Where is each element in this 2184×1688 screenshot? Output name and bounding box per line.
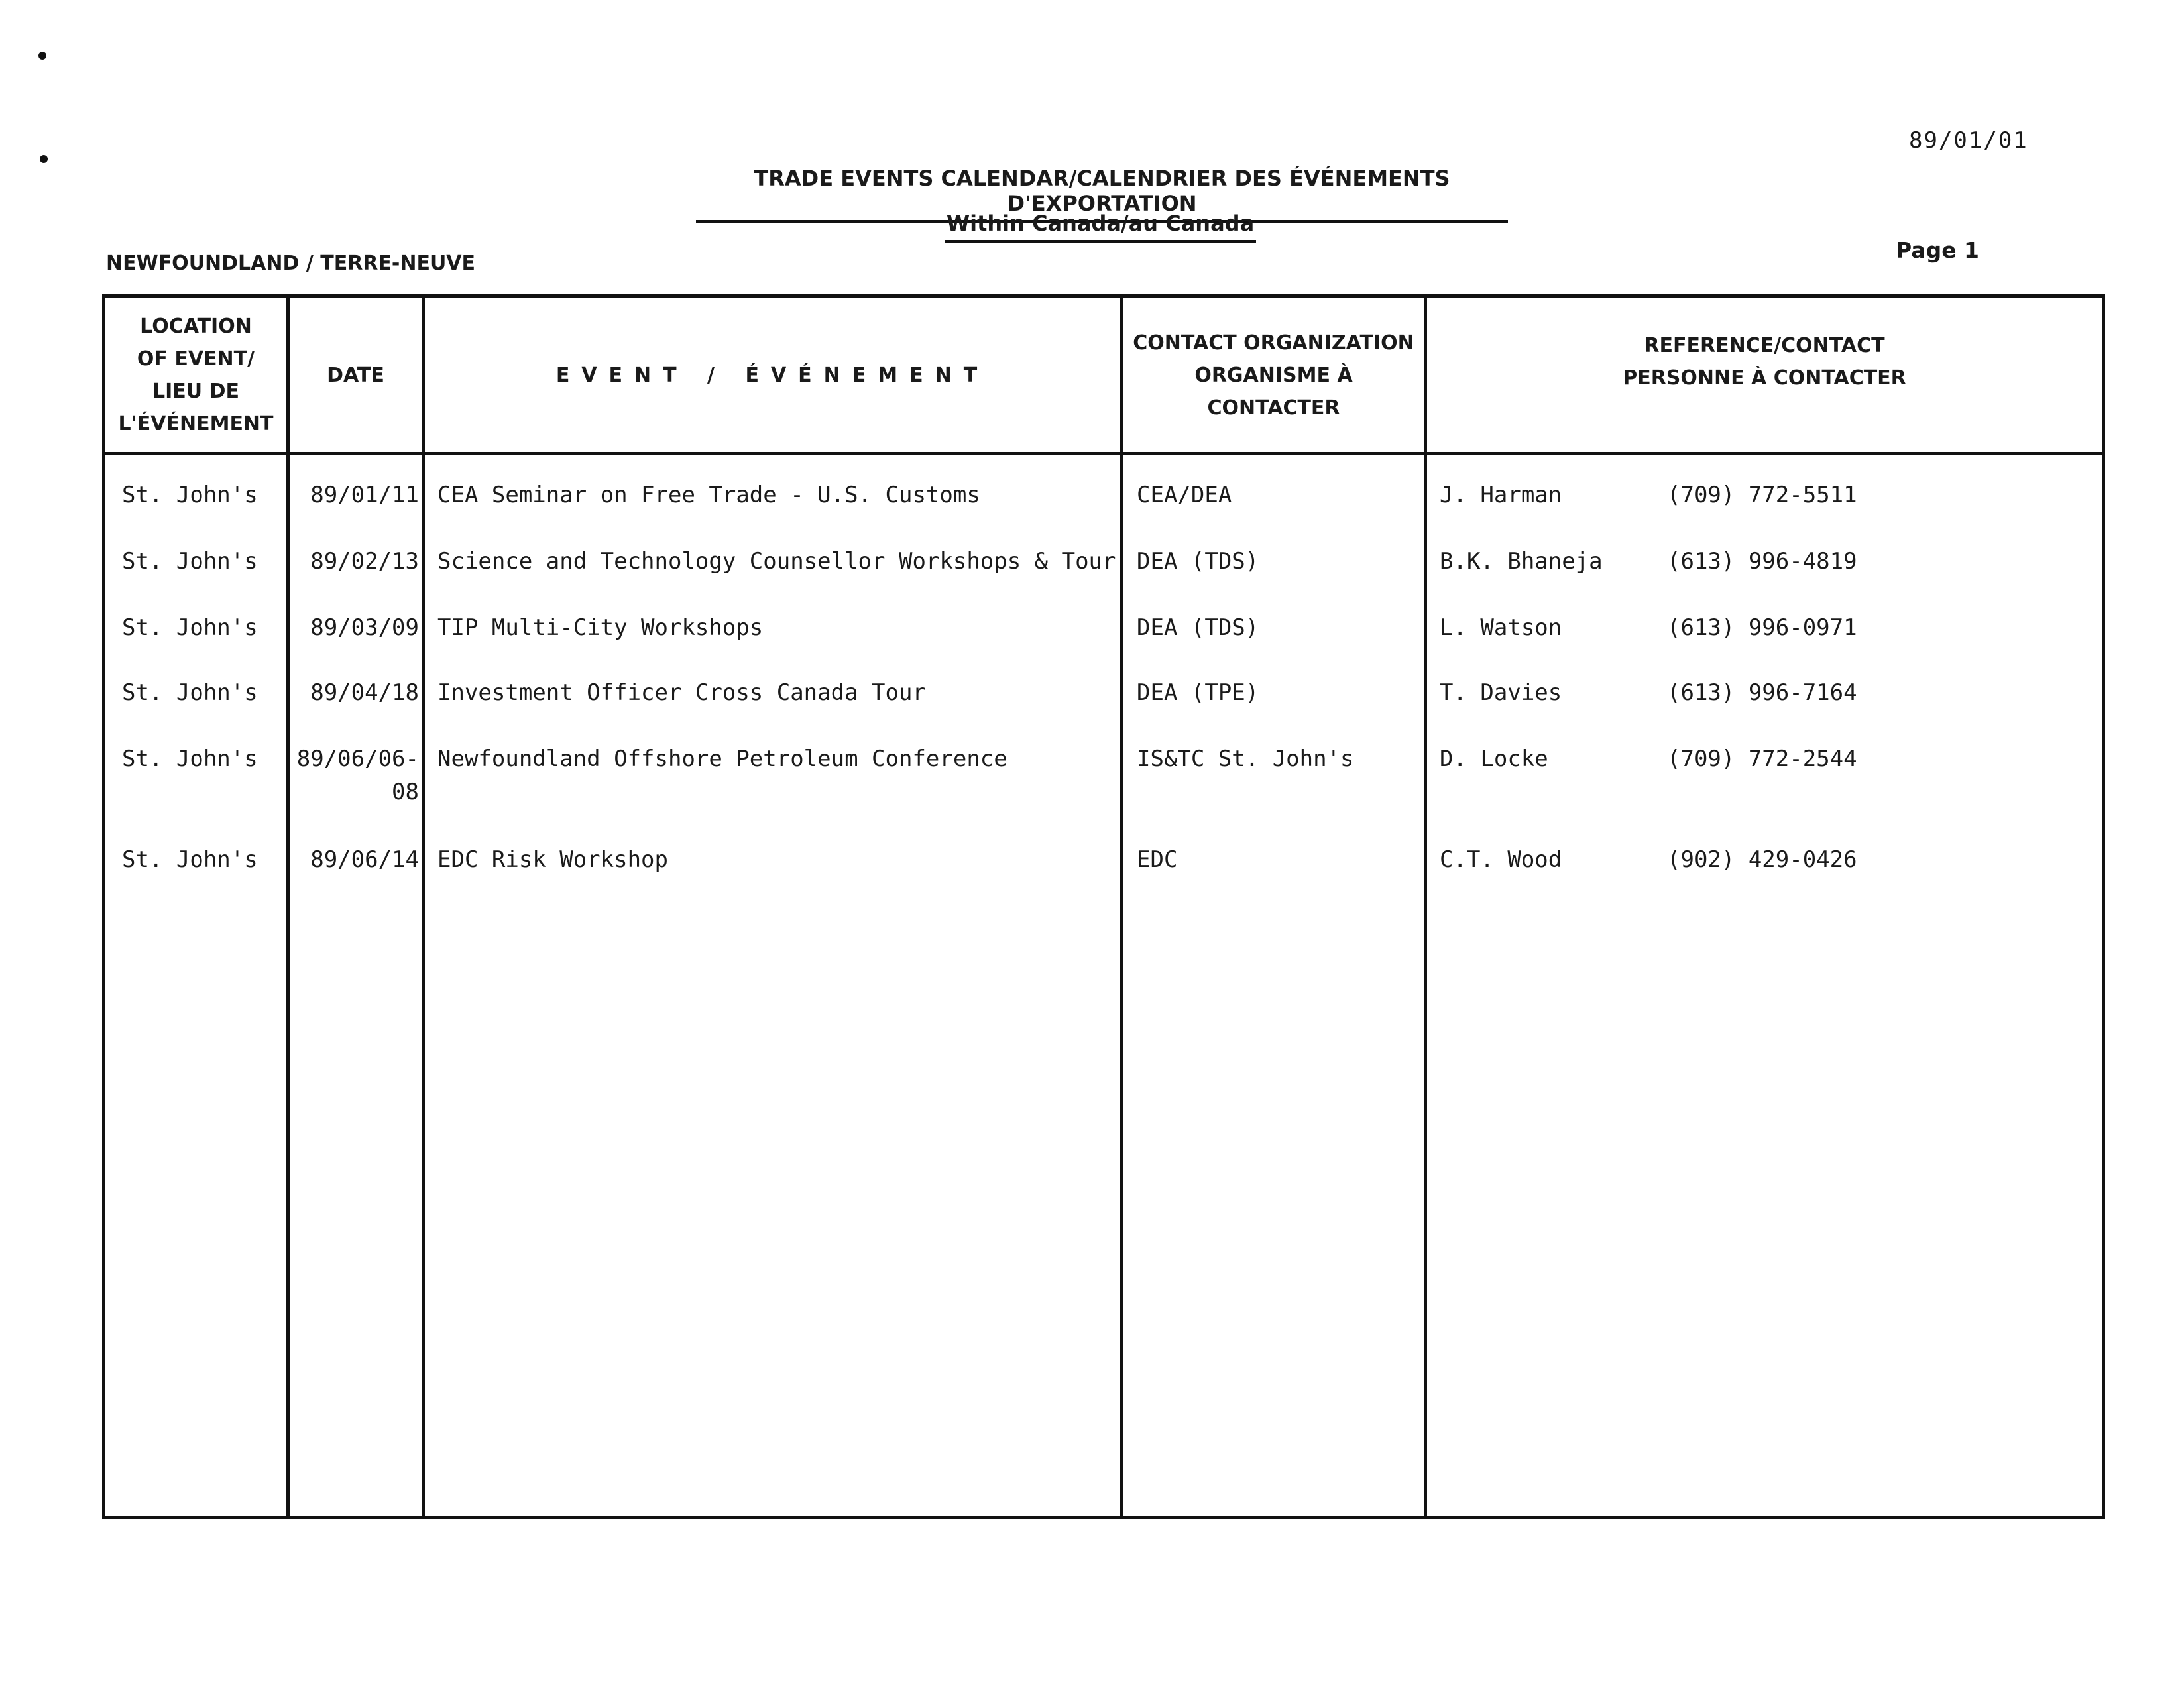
cell-location: St. John's: [122, 614, 258, 641]
cell-event: TIP Multi-City Workshops: [437, 614, 764, 641]
cell-location: St. John's: [122, 746, 258, 772]
cell-date: 89/06/14: [310, 846, 419, 873]
events-table: [102, 294, 2105, 1519]
document-title: TRADE EVENTS CALENDAR/CALENDRIER DES ÉVÉNEMENTS D'EXPORTATION: [696, 166, 1508, 223]
cell-phone: (902) 429-0426: [1667, 846, 1857, 873]
column-divider: [1424, 294, 1427, 1519]
cell-phone: (709) 772-2544: [1667, 746, 1857, 772]
cell-contact: C.T. Wood: [1440, 846, 1562, 873]
cell-contact: L. Watson: [1440, 614, 1562, 641]
cell-location: St. John's: [122, 548, 258, 575]
cell-organization: DEA (TDS): [1137, 614, 1259, 641]
cell-phone: (613) 996-7164: [1667, 679, 1857, 706]
cell-organization: DEA (TDS): [1137, 548, 1259, 575]
cell-organization: EDC: [1137, 846, 1178, 873]
column-divider: [286, 294, 290, 1519]
cell-event: Science and Technology Counsellor Workshops & Tour: [437, 548, 1116, 575]
cell-phone: (613) 996-0971: [1667, 614, 1857, 641]
header-location: LOCATION OF EVENT/ LIEU DE L'ÉVÉNEMENT: [118, 315, 274, 435]
margin-dot: [40, 155, 48, 163]
cell-event: CEA Seminar on Free Trade - U.S. Customs: [437, 482, 980, 508]
cell-location: St. John's: [122, 846, 258, 873]
cell-date: 89/03/09: [310, 614, 419, 641]
cell-event: EDC Risk Workshop: [437, 846, 668, 873]
cell-event: Investment Officer Cross Canada Tour: [437, 679, 926, 706]
region-label: NEWFOUNDLAND / TERRE-NEUVE: [106, 252, 476, 275]
cell-location: St. John's: [122, 679, 258, 706]
document-date: 89/01/01: [1909, 127, 2028, 154]
page-number: Page 1: [1896, 237, 1980, 263]
cell-contact: D. Locke: [1440, 746, 1548, 772]
cell-date: 89/06/06- 08: [296, 746, 419, 805]
cell-location: St. John's: [122, 482, 258, 508]
cell-organization: CEA/DEA: [1137, 482, 1232, 508]
header-contact-organization: CONTACT ORGANIZATION ORGANISME À CONTACTER: [1133, 331, 1414, 420]
cell-date: 89/02/13: [310, 548, 419, 575]
header-date: DATE: [327, 363, 384, 387]
column-divider: [1120, 294, 1123, 1519]
cell-date: 89/04/18: [310, 679, 419, 706]
cell-phone: (613) 996-4819: [1667, 548, 1857, 575]
cell-event: Newfoundland Offshore Petroleum Conference: [437, 746, 1007, 772]
margin-dot: [38, 52, 46, 60]
cell-contact: B.K. Bhaneja: [1440, 548, 1603, 575]
cell-organization: IS&TC St. John's: [1137, 746, 1354, 772]
header-event: EVENT / ÉVÉNEMENT: [555, 363, 990, 387]
cell-phone: (709) 772-5511: [1667, 482, 1857, 508]
column-divider: [422, 294, 425, 1519]
cell-organization: DEA (TPE): [1137, 679, 1259, 706]
header-divider: [102, 452, 2105, 455]
document-subtitle: Within Canada/au Canada: [945, 211, 1256, 243]
cell-contact: T. Davies: [1440, 679, 1562, 706]
cell-date: 89/01/11: [310, 482, 419, 508]
header-reference-contact: REFERENCE/CONTACT PERSONNE À CONTACTER: [1623, 334, 1906, 390]
cell-contact: J. Harman: [1440, 482, 1562, 508]
